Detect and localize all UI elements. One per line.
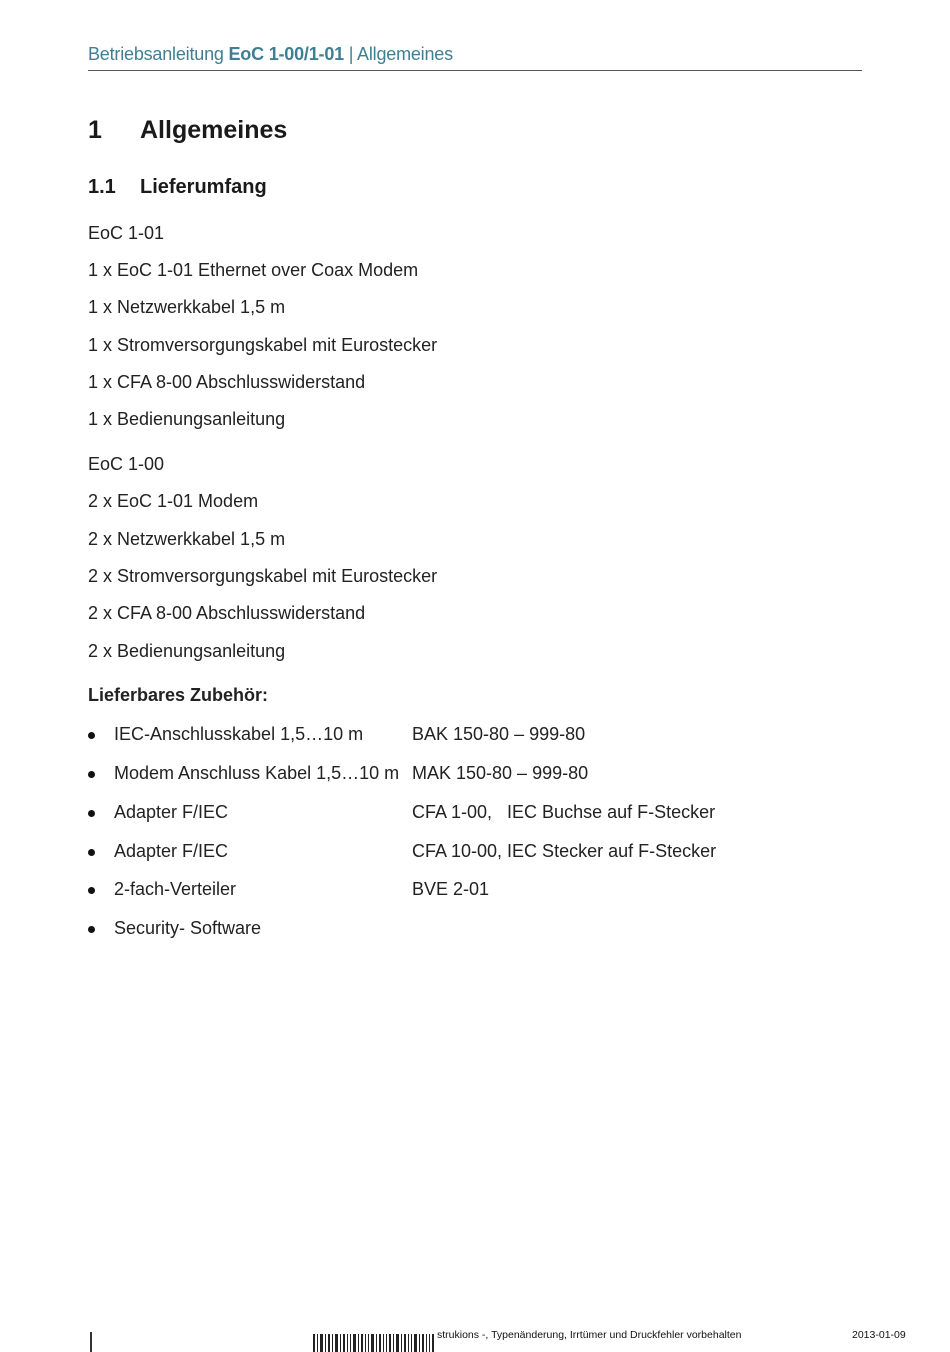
bullet-icon <box>88 926 95 933</box>
eoc101-item: 1 x CFA 8-00 Abschlusswiderstand <box>88 372 366 392</box>
footer-notice: strukions -, Typenänderung, Irrtümer und Druckfehler vorbehalten <box>437 1329 742 1341</box>
bullet-icon <box>88 732 95 739</box>
eoc101-item: 1 x EoC 1-01 Ethernet over Coax Modem <box>88 260 419 280</box>
chapter-heading <box>88 116 287 145</box>
running-header <box>88 44 862 71</box>
eoc100-item: 2 x Stromversorgungskabel mit Eurostecker <box>88 566 438 586</box>
eoc101-item: 1 x Bedienungsanleitung <box>88 409 286 429</box>
accessory-name: Adapter F/IEC <box>114 841 229 861</box>
bullet-icon <box>88 810 95 817</box>
eoc100-heading: EoC 1-00 <box>88 454 165 474</box>
footer-date: 2013-01-09 <box>852 1329 906 1341</box>
eoc100-item: 2 x EoC 1-01 Modem <box>88 491 259 511</box>
accessory-code: CFA 1-00, IEC Buchse auf F-Stecker <box>412 802 716 822</box>
eoc100-item: 2 x CFA 8-00 Abschlusswiderstand <box>88 603 366 623</box>
bullet-icon <box>88 887 95 894</box>
accessory-code: MAK 150-80 – 999-80 <box>412 763 589 783</box>
bullet-icon <box>88 771 95 778</box>
accessory-name: Security- Software <box>114 918 262 938</box>
accessory-name: Adapter F/IEC <box>114 802 229 822</box>
accessory-name: Modem Anschluss Kabel 1,5…10 m <box>114 763 400 783</box>
accessories-heading: Lieferbares Zubehör: <box>88 685 269 705</box>
accessory-code: CFA 10-00, IEC Stecker auf F-Stecker <box>412 841 717 861</box>
section-number: 1.1 <box>88 176 116 198</box>
chapter-title: Allgemeines <box>140 116 288 144</box>
section-title: Lieferumfang <box>140 176 267 198</box>
accessory-name: IEC-Anschlusskabel 1,5…10 m <box>114 724 364 744</box>
barcode-icon <box>313 1332 437 1352</box>
header-prefix: Betriebsanleitung <box>88 44 229 64</box>
header-suffix: | Allgemeines <box>343 44 453 64</box>
accessory-name: 2-fach-Verteiler <box>114 879 237 899</box>
eoc101-item: 1 x Stromversorgungskabel mit Eurostecker <box>88 335 438 355</box>
eoc100-item: 2 x Bedienungsanleitung <box>88 641 286 661</box>
footer-margin-mark <box>90 1332 92 1352</box>
eoc101-heading: EoC 1-01 <box>88 223 165 243</box>
section-heading <box>88 176 267 199</box>
chapter-number: 1 <box>88 116 102 144</box>
header-product: EoC 1-00/1-01 <box>228 44 344 64</box>
bullet-icon <box>88 849 95 856</box>
accessory-code: BAK 150-80 – 999-80 <box>412 724 586 744</box>
accessory-code: BVE 2-01 <box>412 879 490 899</box>
eoc101-item: 1 x Netzwerkkabel 1,5 m <box>88 297 286 317</box>
eoc100-item: 2 x Netzwerkkabel 1,5 m <box>88 529 286 549</box>
